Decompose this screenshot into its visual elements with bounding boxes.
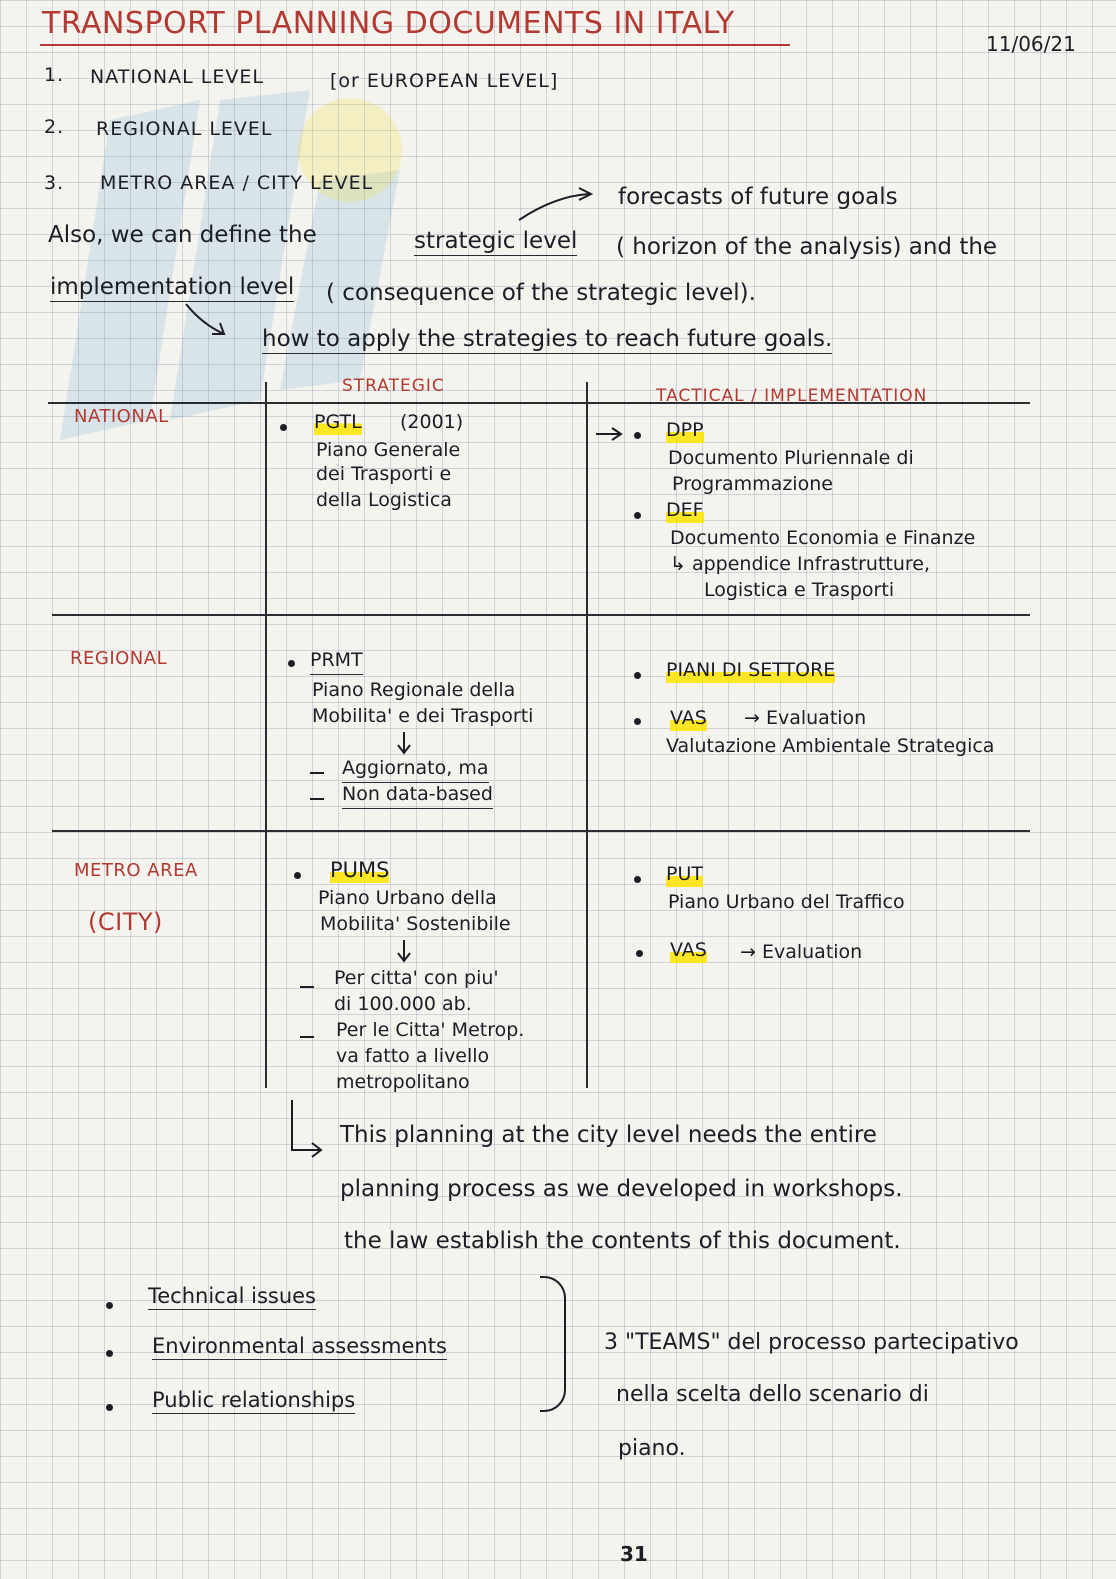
intro-line1-start: Also, we can define the bbox=[48, 222, 317, 248]
level-2-label: REGIONAL LEVEL bbox=[96, 118, 273, 140]
arrow-down-right-icon bbox=[286, 1098, 328, 1160]
pums-line-1: Piano Urbano della bbox=[318, 887, 497, 909]
teams-result-line-2: nella scelta dello scenario di bbox=[616, 1382, 929, 1407]
table-row-rule-2 bbox=[52, 830, 1030, 832]
dpp-acronym: DPP bbox=[666, 419, 704, 441]
pgtl-year: (2001) bbox=[400, 411, 464, 433]
dpp-line-1: Documento Pluriennale di bbox=[668, 447, 914, 469]
intro-line1-end: ( horizon of the analysis) and the bbox=[616, 234, 998, 260]
pgtl-acronym: PGTL bbox=[314, 411, 362, 433]
arrow-down-icon bbox=[396, 730, 412, 756]
bullet bbox=[106, 1404, 113, 1411]
pums-note-2: di 100.000 ab. bbox=[334, 993, 472, 1015]
after-line-3: the law establish the contents of this document. bbox=[344, 1228, 901, 1254]
level-1-label: NATIONAL LEVEL bbox=[90, 66, 264, 88]
after-line-1: This planning at the city level needs the entire bbox=[340, 1122, 877, 1148]
prmt-note-2: Non data-based bbox=[342, 782, 493, 809]
bullet bbox=[294, 872, 301, 879]
page-date: 11/06/21 bbox=[986, 32, 1076, 56]
dash bbox=[300, 986, 314, 988]
bullet bbox=[106, 1350, 113, 1357]
dash bbox=[310, 798, 324, 800]
bullet bbox=[280, 424, 287, 431]
page-title: TRANSPORT PLANNING DOCUMENTS IN ITALY bbox=[42, 6, 735, 41]
prmt-note-1: Aggiornato, ma bbox=[342, 756, 489, 783]
row-label-regional: REGIONAL bbox=[70, 648, 168, 669]
level-3-label: METRO AREA / CITY LEVEL bbox=[100, 172, 374, 194]
bullet bbox=[636, 950, 643, 957]
pums-note-1: Per citta' con piu' bbox=[334, 967, 499, 989]
column-header-tactical: TACTICAL / IMPLEMENTATION bbox=[656, 386, 928, 406]
def-line-1: Documento Economia e Finanze bbox=[670, 527, 976, 549]
bullet bbox=[288, 660, 295, 667]
how-to-note: how to apply the strategies to reach future goals. bbox=[262, 326, 833, 352]
intro-line2-end: ( consequence of the strategic level). bbox=[326, 280, 756, 306]
def-line-3: Logistica e Trasporti bbox=[704, 579, 895, 601]
prmt-line-2: Mobilita' e dei Trasporti bbox=[312, 705, 534, 727]
bullet bbox=[634, 672, 641, 679]
pums-line-2: Mobilita' Sostenibile bbox=[320, 913, 511, 935]
level-1-number: 1. bbox=[44, 64, 65, 86]
pums-acronym: PUMS bbox=[330, 858, 390, 882]
table-row-rule-1 bbox=[52, 614, 1030, 616]
bullet bbox=[634, 876, 641, 883]
table-divider-2 bbox=[586, 382, 588, 1088]
put-line-1: Piano Urbano del Traffico bbox=[668, 891, 905, 913]
pums-note-3: Per le Citta' Metrop. bbox=[336, 1019, 525, 1041]
arrow-down-right-icon bbox=[182, 300, 230, 340]
pgtl-line-1: Piano Generale bbox=[316, 439, 461, 461]
row-label-city: (CITY) bbox=[88, 908, 163, 936]
vas-metro-evaluation: → Evaluation bbox=[740, 941, 863, 963]
dash bbox=[300, 1036, 314, 1038]
teams-result-line-3: piano. bbox=[618, 1436, 686, 1461]
team-item-technical: Technical issues bbox=[148, 1284, 316, 1308]
def-line-2: ↳ appendice Infrastrutture, bbox=[670, 553, 931, 575]
title-underline bbox=[40, 44, 790, 46]
prmt-acronym: PRMT bbox=[310, 648, 363, 675]
dpp-line-2: Programmazione bbox=[672, 473, 833, 495]
arrow-right-icon bbox=[594, 426, 624, 442]
teams-result-line-1: 3 "TEAMS" del processo partecipativo bbox=[604, 1330, 1019, 1355]
vas-regional-line: Valutazione Ambientale Strategica bbox=[666, 735, 995, 757]
vas-regional-acronym: VAS bbox=[670, 707, 707, 729]
def-acronym: DEF bbox=[666, 499, 704, 521]
page-number: 31 bbox=[620, 1542, 648, 1566]
row-label-metro: METRO AREA bbox=[74, 860, 198, 881]
bullet bbox=[634, 432, 641, 439]
dash bbox=[310, 772, 324, 774]
row-label-national: NATIONAL bbox=[74, 406, 169, 427]
team-item-public: Public relationships bbox=[152, 1388, 356, 1412]
piani-di-settore: PIANI DI SETTORE bbox=[666, 659, 836, 681]
curly-brace bbox=[540, 1276, 566, 1412]
team-item-environmental: Environmental assessments bbox=[152, 1334, 447, 1358]
after-line-2: planning process as we developed in workshops. bbox=[340, 1176, 903, 1202]
level-2-number: 2. bbox=[44, 116, 65, 138]
pgtl-line-2: dei Trasporti e bbox=[316, 463, 452, 485]
pgtl-line-3: della Logistica bbox=[316, 489, 452, 511]
implementation-level-term: implementation level bbox=[50, 274, 295, 300]
level-3-number: 3. bbox=[44, 172, 65, 194]
put-acronym: PUT bbox=[666, 863, 703, 885]
level-1-note: [or EUROPEAN LEVEL] bbox=[330, 70, 559, 92]
pums-note-4: va fatto a livello bbox=[336, 1045, 490, 1067]
arrow-up-right-icon bbox=[515, 186, 597, 224]
table-divider-1 bbox=[265, 382, 267, 1088]
pums-note-5: metropolitano bbox=[336, 1071, 470, 1093]
column-header-strategic: STRATEGIC bbox=[342, 376, 445, 396]
bullet bbox=[634, 512, 641, 519]
bullet bbox=[106, 1302, 113, 1309]
vas-regional-evaluation: → Evaluation bbox=[744, 707, 867, 729]
arrow-down-icon bbox=[396, 938, 412, 964]
strategic-level-term: strategic level bbox=[414, 228, 578, 254]
vas-metro-acronym: VAS bbox=[670, 939, 707, 961]
bullet bbox=[634, 718, 641, 725]
prmt-line-1: Piano Regionale della bbox=[312, 679, 516, 701]
forecasts-note: forecasts of future goals bbox=[618, 184, 898, 210]
